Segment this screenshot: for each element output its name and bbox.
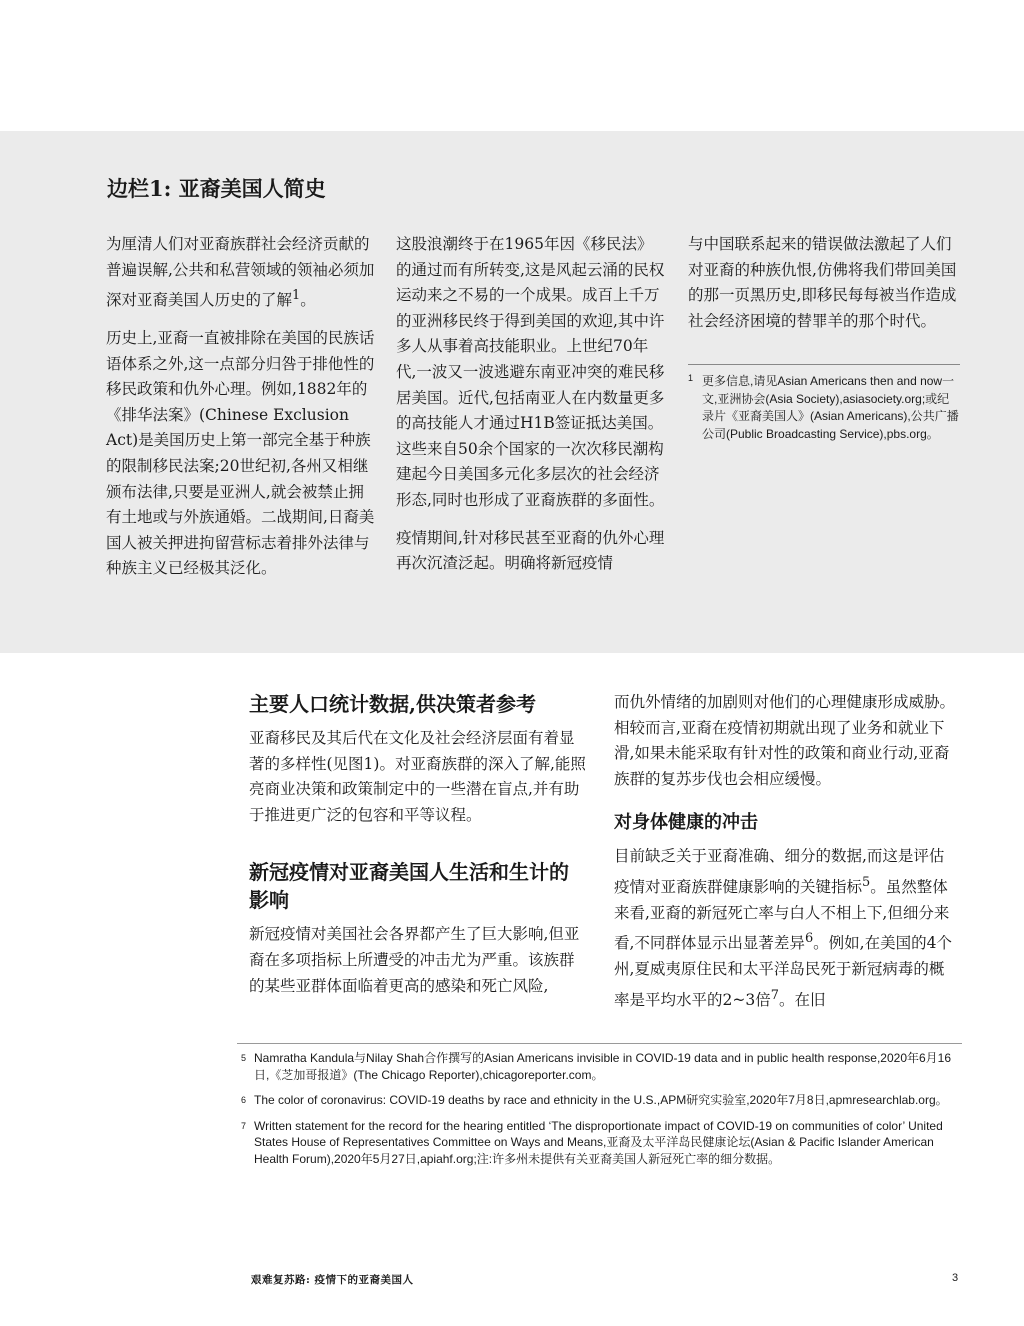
paragraph-text: 。在旧 <box>778 990 826 1009</box>
footnote-text: Namratha Kandula与Nilay Shah合作撰写的Asian Americans invisible in COVID-19 data and in public health response,2020年6月16日,《芝加哥报道》(The Chicago Reporter),chicagoreporter.com。 <box>254 1051 952 1082</box>
main-column-2 <box>614 690 956 1039</box>
footnote-mark: 1 <box>688 373 694 384</box>
footnote-mark: 7 <box>241 1120 247 1131</box>
footnote-text: 更多信息,请见Asian Americans then and now一文,亚洲协会(Asia Society),asiasociety.org;或纪录片《亚裔美国人》(Asian Americans),公共广播公司(Public Broadcasting Service),pbs.org。 <box>702 374 959 441</box>
sidebar-column-1 <box>106 232 376 594</box>
footnote-ref: 5 <box>862 874 871 890</box>
sidebar-paragraph: 历史上,亚裔一直被排除在美国的民族话语体系之外,这一点部分归咎于排他性的移民政策和仇外心理。例如,1882年的《排华法案》(Chinese Exclusion Act)是美国历史上第一部完全基于种族的限制移民法案;20世纪初,各州又相继颁布法律,只要是亚洲人,就会被禁止拥有土地或与外族通婚。二战期间,日裔美国人被关押进拘留营标志着排外法律与种族主义已经极其泛化。 <box>106 328 375 578</box>
sidebar-paragraph: 与中国联系起来的错误做法激起了人们对亚裔的种族仇恨,仿佛将我们带回美国的那一页黑历史,即移民每每被当作造成社会经济困境的替罪羊的那个时代。 <box>688 235 957 330</box>
body-paragraph: 亚裔移民及其后代在文化及社会经济层面有着显著的多样性(见图1)。对亚裔族群的深入了解,能照亮商业决策和政策制定中的一些潜在盲点,并有助于推进更广泛的包容和平等议程。 <box>249 729 586 824</box>
body-paragraph: 而仇外情绪的加剧则对他们的心理健康形成威胁。相较而言,亚裔在疫情初期就出现了业务和就业下滑,如果未能采取有针对性的政策和商业行动,亚裔族群的复苏步伐也会相应缓慢。 <box>614 693 956 788</box>
paragraph-text: 为厘清人们对亚裔族群社会经济贡献的普遍误解,公共和私营领域的领袖必须加深对亚裔美国人历史的了解 <box>106 235 375 310</box>
section-heading: 新冠疫情对亚裔美国人生活和生计的影响 <box>249 860 569 913</box>
sidebar-title: 边栏1: 亚裔美国人简史 <box>107 176 326 201</box>
footnote <box>237 1118 962 1168</box>
footnotes <box>237 1043 962 1176</box>
footer-title: 艰难复苏路: 疫情下的亚裔美国人 <box>251 1274 414 1286</box>
footnote-mark: 5 <box>241 1053 247 1063</box>
sidebar-paragraph <box>106 232 376 314</box>
footnote-ref: 6 <box>804 931 814 947</box>
sidebar-column-2 <box>396 232 666 589</box>
paragraph-text: 。 <box>300 291 316 310</box>
main-column-1 <box>249 690 587 1025</box>
paragraph-text: 目前缺乏关于亚裔准确、细分的数据,而这是评估疫情对亚裔族群健康影响的关键指标 <box>614 847 945 897</box>
footnote-text: The color of coronavirus: COVID-19 deaths by race and ethnicity in the U.S.,APM研究实验室,2020年7月8日,apmresearchlab.org。 <box>254 1093 948 1107</box>
section-heading: 主要人口统计数据,供决策者参考 <box>249 692 536 716</box>
body-paragraph: 新冠疫情对美国社会各界都产生了巨大影响,但亚裔在多项指标上所遭受的冲击尤为严重。该族群的某些亚群体面临着更高的感染和死亡风险, <box>249 925 580 995</box>
footnote-ref: 1 <box>292 288 301 304</box>
paragraph-text: 。例如,在美国的4个州,夏威夷原住民和太平洋岛民死于新冠病毒的概率是平均水平的2~3倍 <box>614 934 952 1009</box>
subsection-heading: 对身体健康的冲击 <box>614 812 758 834</box>
footnote-text: Written statement for the record for the hearing entitled ‘The disproportionate impact of COVID-19 on communities of color’ United States House of Representatives Committee on Ways and Means,亚裔及太平洋岛民健康论坛(Asian & Pacific Islander American Health Forum),2020年5月27日,apiahf.org;注:许多州未提供有关亚裔美国人新冠死亡率的细分数据。 <box>254 1118 943 1166</box>
sidebar-paragraph: 疫情期间,针对移民甚至亚裔的仇外心理再次沉渣泛起。明确将新冠疫情 <box>396 528 665 573</box>
sidebar-footnote <box>688 373 960 443</box>
footnote-mark: 6 <box>241 1095 247 1105</box>
paragraph-text: 。虽然整体来看,亚裔的新冠死亡率与白人不相上下,但细分来看,不同群体显示出显著差异 <box>614 878 950 953</box>
body-paragraph <box>614 844 956 1013</box>
divider <box>688 364 960 365</box>
sidebar-column-3 <box>688 232 960 443</box>
sidebar-box <box>0 131 1024 653</box>
footnote <box>237 1050 962 1083</box>
sidebar-paragraph: 这股浪潮终于在1965年因《移民法》的通过而有所转变,这是风起云涌的民权运动来之不易的一个成果。成百上千万的亚洲移民终于得到美国的欢迎,其中许多人从事着高技能职业。上世纪70年代,一波又一波逃避东南亚冲突的难民移居美国。近代,包括南亚人在内数量更多的高技能人才通过H1B签证抵达美国。这些来自50余个国家的一次次移民潮构建起今日美国多元化多层次的社会经济形态,同时也形成了亚裔族群的多面性。 <box>396 235 665 509</box>
footnote-ref: 7 <box>770 987 779 1003</box>
footnote <box>237 1092 962 1109</box>
page-number: 3 <box>952 1272 959 1284</box>
